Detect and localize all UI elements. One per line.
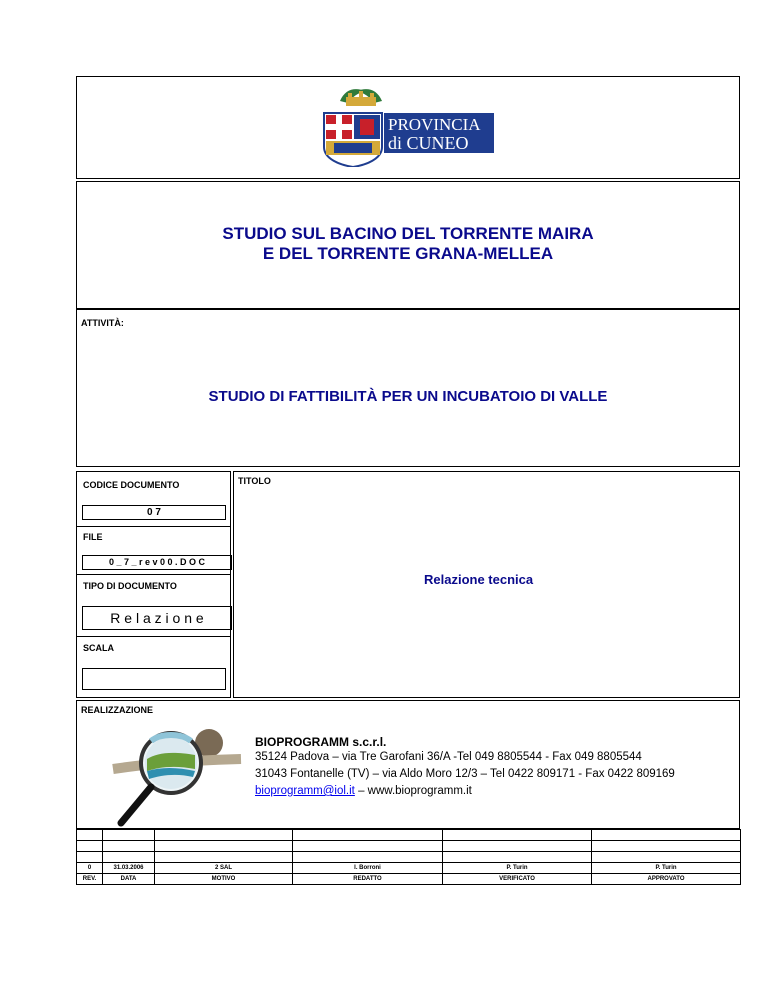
- address-padova: 35124 Padova – via Tre Garofani 36/A -Tel 049 8805544 - Fax 049 8805544: [255, 751, 642, 763]
- rev-cell: 0: [77, 863, 103, 874]
- scala-label: SCALA: [83, 643, 114, 653]
- approvato-cell: [592, 830, 741, 841]
- data-cell: 31.03.2006: [103, 863, 155, 874]
- rev-cell: [77, 830, 103, 841]
- codice-documento-field: [82, 505, 226, 520]
- magnifier-logo: [111, 719, 243, 829]
- revision-row-0: [77, 863, 741, 874]
- tipo-documento-label: TIPO DI DOCUMENTO: [83, 581, 177, 591]
- scala-field: [82, 668, 226, 690]
- file-label: FILE: [83, 532, 103, 542]
- revision-row-blank-3: [77, 852, 741, 863]
- revision-table: [76, 829, 741, 885]
- contact-line: [255, 785, 472, 797]
- provincia-cuneo-logo: [320, 83, 500, 167]
- motivo-cell: [155, 830, 293, 841]
- titolo-label: TITOLO: [238, 476, 271, 486]
- codice-documento-label: CODICE DOCUMENTO: [83, 480, 180, 490]
- redatto-cell: [293, 852, 443, 863]
- motivo-cell: [155, 852, 293, 863]
- title-box: [76, 181, 740, 309]
- motivo-cell: 2 SAL: [155, 863, 293, 874]
- approvato-cell: P. Turin: [592, 863, 741, 874]
- file-field: [82, 555, 232, 570]
- motivo-header: MOTIVO: [155, 874, 293, 885]
- document-title-line1: STUDIO SUL BACINO DEL TORRENTE MAIRA: [222, 224, 594, 243]
- realizzazione-label: REALIZZAZIONE: [81, 705, 153, 715]
- realizzazione-box: [76, 700, 740, 829]
- redatto-cell: I. Borroni: [293, 863, 443, 874]
- tipo-documento-field: [82, 606, 232, 630]
- verificato-cell: [443, 841, 592, 852]
- approvato-cell: [592, 841, 741, 852]
- redatto-cell: [293, 830, 443, 841]
- activity-box: [76, 309, 740, 467]
- activity-value: STUDIO DI FATTIBILITÀ PER UN INCUBATOIO DI VALLE: [208, 388, 608, 405]
- approvato-header: APPROVATO: [592, 874, 741, 885]
- redatto-cell: [293, 841, 443, 852]
- company-name: BIOPROGRAMM s.c.r.l.: [255, 735, 387, 749]
- approvato-cell: [592, 852, 741, 863]
- logo-line1: PROVINCIA: [388, 115, 481, 134]
- redatto-header: REDATTO: [293, 874, 443, 885]
- codice-divider: [77, 526, 230, 527]
- verificato-cell: P. Turin: [443, 863, 592, 874]
- activity-label: ATTIVITÀ:: [81, 318, 124, 328]
- revision-row-blank-1: [77, 830, 741, 841]
- data-cell: [103, 841, 155, 852]
- logo-line2: di CUNEO: [388, 133, 469, 153]
- motivo-cell: [155, 841, 293, 852]
- revision-row-blank-2: [77, 841, 741, 852]
- codice-documento-value: 0 7: [147, 507, 161, 518]
- rev-cell: [77, 852, 103, 863]
- verificato-header: VERIFICATO: [443, 874, 592, 885]
- tipo-divider: [77, 636, 230, 637]
- verificato-cell: [443, 852, 592, 863]
- file-divider: [77, 574, 230, 575]
- data-cell: [103, 852, 155, 863]
- rev-header: REV.: [77, 874, 103, 885]
- data-cell: [103, 830, 155, 841]
- website-text: www.bioprogramm.it: [367, 785, 472, 797]
- rev-cell: [77, 841, 103, 852]
- titolo-panel: [233, 471, 740, 698]
- tipo-documento-value: R e l a z i o n e: [110, 610, 204, 626]
- address-fontanelle: 31043 Fontanelle (TV) – via Aldo Moro 12/3 – Tel 0422 809171 - Fax 0422 809169: [255, 768, 675, 780]
- verificato-cell: [443, 830, 592, 841]
- file-value: 0 _ 7 _ r e v 0 0 . D O C: [108, 557, 206, 567]
- revision-header-row: [77, 874, 741, 885]
- header-logo-box: [76, 76, 740, 179]
- document-title-line2: E DEL TORRENTE GRANA-MELLEA: [262, 244, 554, 263]
- contact-separator: –: [354, 785, 368, 797]
- email-link[interactable]: bioprogramm@iol.it: [255, 785, 355, 797]
- data-header: DATA: [103, 874, 155, 885]
- titolo-value: Relazione tecnica: [424, 572, 534, 587]
